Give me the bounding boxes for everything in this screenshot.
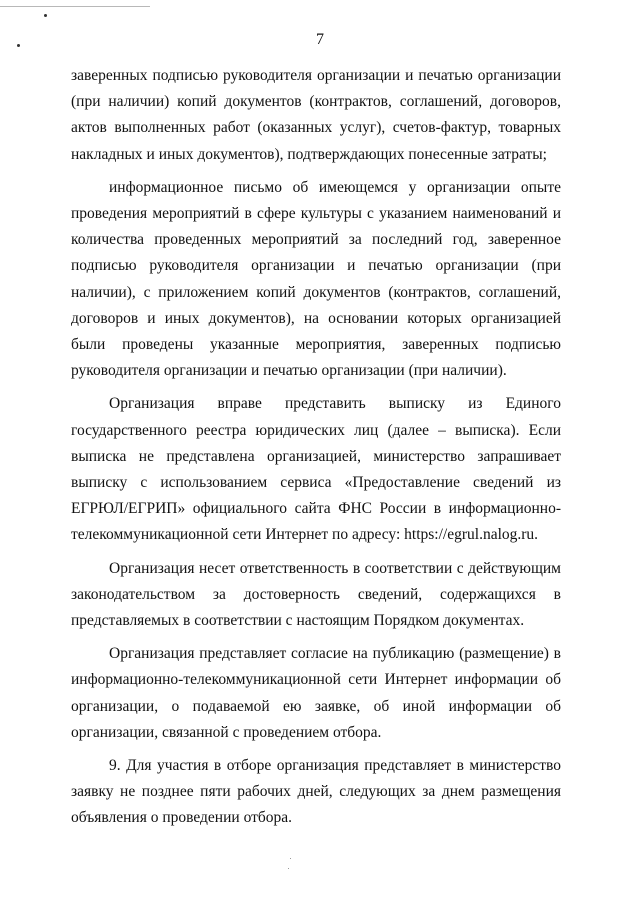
paragraph-5: Организация представляет согласие на публикацию (размещение) в информационно-телекоммуникационной сети Интернет информации об организации, о подаваемой ею заявке, об иной информации об организации, связанной с проведением отбора. [71, 645, 561, 741]
scan-speck [290, 858, 291, 859]
paragraph-2: информационное письмо об имеющемся у организации опыте проведения мероприятий в сфере культуры с указанием наименований и количества проведенных мероприятий за последний год, заверенное подписью руководителя организации и печатью организации (при наличии), с приложением копий документов (контрактов, соглашений, договоров и иных документов), на основании которых организацией были проведены указанные мероприятия, заверенных подписью руководителя организации и печатью организации (при наличии). [71, 178, 561, 380]
paragraph-4: Организация несет ответственность в соответствии с действующим законодательством за достоверность сведений, содержащихся в представляемых в соответствии с настоящим Порядком документах. [71, 559, 561, 630]
paragraph-6: 9. Для участия в отборе организация представляет в министерство заявку не позднее пяти рабочих дней, следующих за днем размещения объявления о проведении отбора. [71, 757, 561, 827]
document-body [71, 63, 561, 832]
paragraph-3: Организация вправе представить выписку из Единого государственного реестра юридических лиц (далее – выписка). Если выписка не представлена организацией, министерство запрашивает выписку с использованием сервиса «Предоставление сведений из ЕГРЮЛ/ЕГРИП» официального сайта ФНС России в информационно-телекоммуникационной сети Интернет по адресу: https://egrul.nalog.ru. [71, 395, 561, 544]
page-number: 7 [316, 31, 324, 48]
top-scan-rule [0, 6, 150, 7]
scan-dot [44, 14, 47, 17]
scan-speck [288, 868, 289, 869]
paragraph-1: заверенных подписью руководителя организации и печатью организации (при наличии) копий документов (контрактов, соглашений, договоров, актов выполненных работ (оказанных услуг), счетов-фактур, товарных накладных и иных документов), подтверждающих понесенные затраты; [71, 67, 561, 163]
